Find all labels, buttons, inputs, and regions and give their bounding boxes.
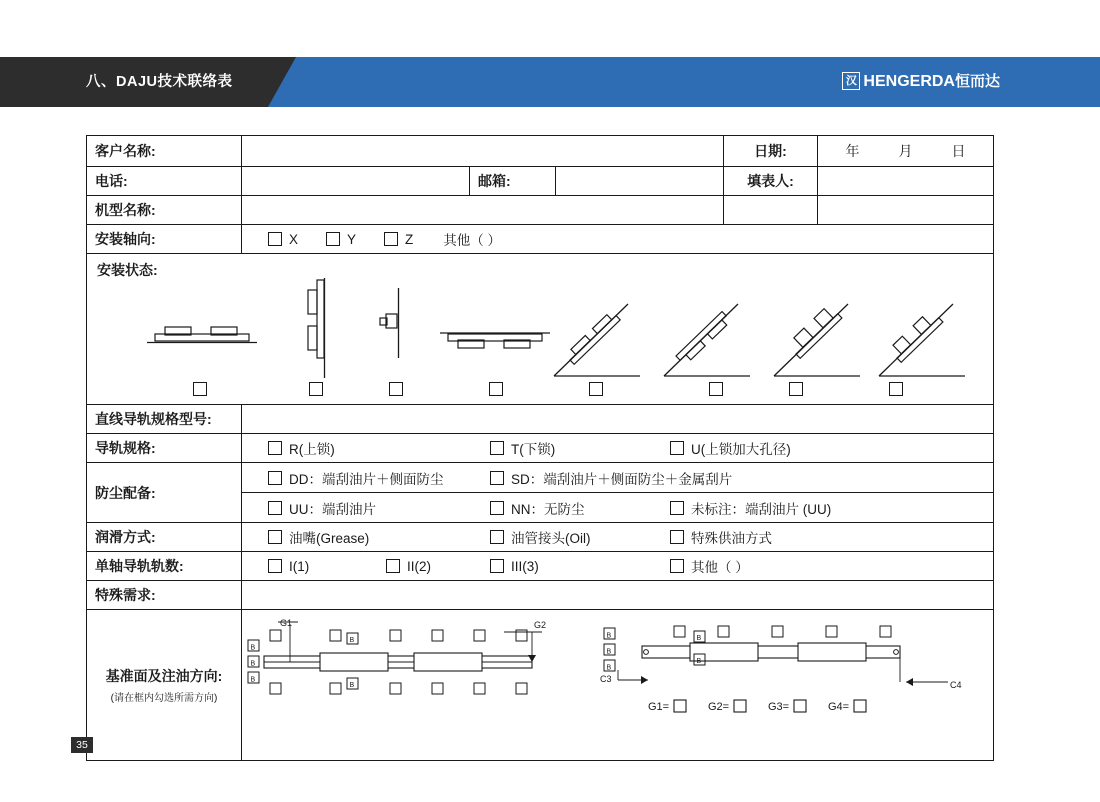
dust-option-sd-label: SD：端刮油片＋侧面防尘＋金属刮片 bbox=[511, 471, 733, 487]
form-row-customer bbox=[87, 136, 993, 167]
form-row-rail-spec bbox=[87, 434, 993, 463]
checkbox-icon[interactable] bbox=[268, 559, 282, 573]
checkbox-icon[interactable] bbox=[670, 441, 684, 455]
lubrication-option-oil[interactable] bbox=[490, 527, 670, 547]
form-row-rail-count bbox=[87, 552, 993, 581]
axis-option-other-label: 其他（ ） bbox=[443, 233, 502, 248]
lubrication-option-oil-label: 油管接头(Oil) bbox=[511, 531, 591, 546]
rail-spec-option-u-label: U(上锁加大孔径) bbox=[691, 442, 791, 457]
checkbox-icon[interactable] bbox=[490, 559, 504, 573]
form-row-dust bbox=[87, 463, 993, 523]
phone-input[interactable] bbox=[242, 167, 470, 195]
rail-spec-option-u[interactable] bbox=[670, 438, 791, 458]
email-input[interactable] bbox=[556, 167, 724, 195]
axis-label: 安装轴向: bbox=[87, 225, 242, 253]
model-name-extra-cell-2[interactable] bbox=[818, 196, 993, 224]
special-requirement-label: 特殊需求: bbox=[87, 581, 242, 609]
page-title: 八、DAJU技术联络表 bbox=[86, 74, 233, 90]
install-figure-6 bbox=[662, 298, 752, 378]
brand-name-en: HENGERDA bbox=[863, 73, 955, 90]
rail-count-option-other-label: 其他（ ） bbox=[691, 560, 749, 575]
install-state-checkbox-6[interactable] bbox=[709, 382, 723, 396]
filler-input[interactable] bbox=[818, 167, 993, 195]
date-month-unit: 月 bbox=[898, 143, 913, 159]
rail-count-option-2-label: II(2) bbox=[407, 558, 432, 574]
axis-option-x-label: X bbox=[289, 231, 299, 247]
brand-logo bbox=[842, 57, 1000, 107]
install-figure-1 bbox=[147, 324, 257, 354]
lubrication-label: 润滑方式: bbox=[87, 523, 242, 551]
diagram-g3-field: G3= bbox=[768, 701, 790, 713]
rail-model-label: 直线导轨规格型号: bbox=[87, 405, 242, 433]
model-name-input[interactable] bbox=[242, 196, 724, 224]
install-state-checkbox-3[interactable] bbox=[389, 382, 403, 396]
checkbox-icon[interactable] bbox=[268, 530, 282, 544]
install-figure-5 bbox=[552, 298, 642, 378]
rail-count-option-1-label: I(1) bbox=[289, 558, 310, 574]
install-figure-7 bbox=[772, 298, 862, 378]
special-requirement-input[interactable] bbox=[242, 581, 993, 609]
dust-option-uu-label: UU：端刮油片 bbox=[289, 501, 376, 517]
dust-option-nn[interactable] bbox=[490, 498, 670, 518]
dust-option-sd[interactable] bbox=[490, 468, 732, 488]
rail-spec-label: 导轨规格: bbox=[87, 434, 242, 462]
dust-option-nn-label: NN：无防尘 bbox=[511, 501, 585, 517]
rail-count-option-1[interactable] bbox=[268, 559, 386, 574]
checkbox-icon[interactable] bbox=[326, 232, 340, 246]
datum-diagram-cell bbox=[242, 610, 993, 760]
checkbox-icon[interactable] bbox=[268, 232, 282, 246]
checkbox-icon[interactable] bbox=[670, 559, 684, 573]
svg-text:B: B bbox=[606, 632, 612, 640]
form-row-model bbox=[87, 196, 993, 225]
lubrication-option-special[interactable] bbox=[670, 527, 772, 547]
technical-contact-form bbox=[86, 135, 994, 761]
diagram-g2-field: G2= bbox=[708, 701, 730, 713]
rail-spec-option-r[interactable] bbox=[268, 438, 490, 458]
rail-count-option-3-label: III(3) bbox=[511, 558, 539, 574]
rail-count-option-other[interactable] bbox=[670, 556, 749, 576]
svg-text:B: B bbox=[696, 658, 702, 665]
svg-text:B: B bbox=[250, 676, 256, 684]
checkbox-icon[interactable] bbox=[670, 501, 684, 515]
date-label: 日期: bbox=[724, 136, 818, 166]
dust-options-row-2 bbox=[242, 493, 993, 522]
checkbox-icon[interactable] bbox=[268, 441, 282, 455]
datum-sublabel: (请在框内勾选所需方向) bbox=[110, 693, 218, 704]
diagram-label-c4: C4 bbox=[950, 680, 962, 690]
checkbox-icon[interactable] bbox=[268, 501, 282, 515]
form-row-install-state bbox=[87, 254, 993, 405]
install-state-checkbox-7[interactable] bbox=[789, 382, 803, 396]
dust-option-uu[interactable] bbox=[268, 498, 490, 518]
form-row-axis bbox=[87, 225, 993, 254]
diagram-g1-field: G1= bbox=[648, 701, 670, 713]
install-state-checkbox-5[interactable] bbox=[589, 382, 603, 396]
rail-count-label: 单轴导轨轨数: bbox=[87, 552, 242, 580]
dust-options-row-1 bbox=[242, 463, 993, 493]
lubrication-option-special-label: 特殊供油方式 bbox=[691, 531, 772, 546]
lubrication-options bbox=[242, 523, 993, 551]
checkbox-icon[interactable] bbox=[490, 471, 504, 485]
email-label: 邮箱: bbox=[470, 167, 556, 195]
phone-label: 电话: bbox=[87, 167, 242, 195]
svg-text:B: B bbox=[606, 648, 612, 656]
axis-option-other[interactable] bbox=[443, 229, 501, 249]
checkbox-icon[interactable] bbox=[490, 501, 504, 515]
dust-option-dd[interactable] bbox=[268, 468, 490, 488]
datum-label: 基准面及注油方向: bbox=[105, 668, 223, 684]
install-state-label: 安装状态: bbox=[97, 262, 158, 278]
axis-option-y[interactable] bbox=[326, 232, 356, 247]
brand-mark-icon: 汉 bbox=[842, 72, 860, 90]
dust-option-dd-label: DD：端刮油片＋侧面防尘 bbox=[289, 471, 444, 487]
svg-text:B: B bbox=[349, 637, 355, 644]
install-figure-2 bbox=[297, 278, 333, 378]
datum-label-cell bbox=[87, 610, 242, 760]
rail-model-input[interactable] bbox=[242, 405, 993, 433]
form-row-datum bbox=[87, 610, 993, 760]
axis-options bbox=[242, 225, 993, 253]
checkbox-icon[interactable] bbox=[384, 232, 398, 246]
date-day-unit: 日 bbox=[951, 143, 966, 159]
svg-text:B: B bbox=[250, 660, 256, 668]
form-row-phone bbox=[87, 167, 993, 196]
diagram-label-g1: G1 bbox=[280, 618, 293, 628]
install-state-checkbox-8[interactable] bbox=[889, 382, 903, 396]
checkbox-icon[interactable] bbox=[268, 471, 282, 485]
date-year-unit: 年 bbox=[845, 143, 860, 159]
checkbox-icon[interactable] bbox=[670, 530, 684, 544]
dust-option-unmarked-label: 未标注：端刮油片 (UU) bbox=[691, 501, 832, 517]
axis-option-z-label: Z bbox=[405, 231, 414, 247]
rail-spec-options bbox=[242, 434, 993, 462]
install-state-figures bbox=[87, 278, 993, 378]
axis-option-z[interactable] bbox=[384, 232, 413, 247]
rail-spec-option-r-label: R(上锁) bbox=[289, 442, 335, 457]
form-row-special bbox=[87, 581, 993, 610]
axis-option-x[interactable] bbox=[268, 232, 298, 247]
rail-count-option-2[interactable] bbox=[386, 559, 490, 574]
lubrication-option-grease[interactable] bbox=[268, 527, 490, 547]
svg-text:B: B bbox=[250, 644, 256, 652]
form-row-lubrication bbox=[87, 523, 993, 552]
svg-text:B: B bbox=[349, 682, 355, 689]
rail-spec-option-t[interactable] bbox=[490, 438, 670, 458]
install-figure-8 bbox=[877, 298, 967, 378]
lubrication-option-grease-label: 油嘴(Grease) bbox=[289, 531, 370, 546]
page-number: 35 bbox=[71, 737, 93, 753]
customer-name-label: 客户名称: bbox=[87, 136, 242, 166]
datum-diagram[interactable] bbox=[242, 610, 992, 760]
rail-count-options bbox=[242, 552, 993, 580]
brand-name-cn: 恒而达 bbox=[954, 73, 1000, 90]
install-state-checkboxes bbox=[87, 382, 993, 398]
dust-option-unmarked[interactable] bbox=[670, 498, 831, 518]
install-figure-4 bbox=[440, 324, 550, 354]
form-row-rail-model bbox=[87, 405, 993, 434]
checkbox-icon[interactable] bbox=[386, 559, 400, 573]
install-figure-3 bbox=[377, 288, 413, 358]
install-state-checkbox-1[interactable] bbox=[193, 382, 207, 396]
filler-label: 填表人: bbox=[724, 167, 818, 195]
install-state-cell bbox=[87, 254, 993, 404]
page-header bbox=[0, 57, 1100, 107]
customer-name-input[interactable] bbox=[242, 136, 724, 166]
rail-spec-option-t-label: T(下锁) bbox=[511, 442, 556, 457]
install-state-checkbox-4[interactable] bbox=[489, 382, 503, 396]
diagram-label-c3: C3 bbox=[600, 674, 612, 684]
axis-option-y-label: Y bbox=[347, 231, 357, 247]
svg-text:B: B bbox=[606, 664, 612, 672]
checkbox-icon[interactable] bbox=[490, 441, 504, 455]
diagram-label-g2: G2 bbox=[534, 620, 547, 630]
diagram-g4-field: G4= bbox=[828, 701, 850, 713]
checkbox-icon[interactable] bbox=[490, 530, 504, 544]
rail-count-option-3[interactable] bbox=[490, 559, 670, 574]
dust-options bbox=[242, 463, 993, 522]
install-state-checkbox-2[interactable] bbox=[309, 382, 323, 396]
date-input[interactable] bbox=[818, 136, 993, 166]
svg-text:B: B bbox=[696, 635, 702, 642]
model-name-label: 机型名称: bbox=[87, 196, 242, 224]
dust-label: 防尘配备: bbox=[87, 463, 242, 522]
model-name-extra-cell[interactable] bbox=[724, 196, 818, 224]
